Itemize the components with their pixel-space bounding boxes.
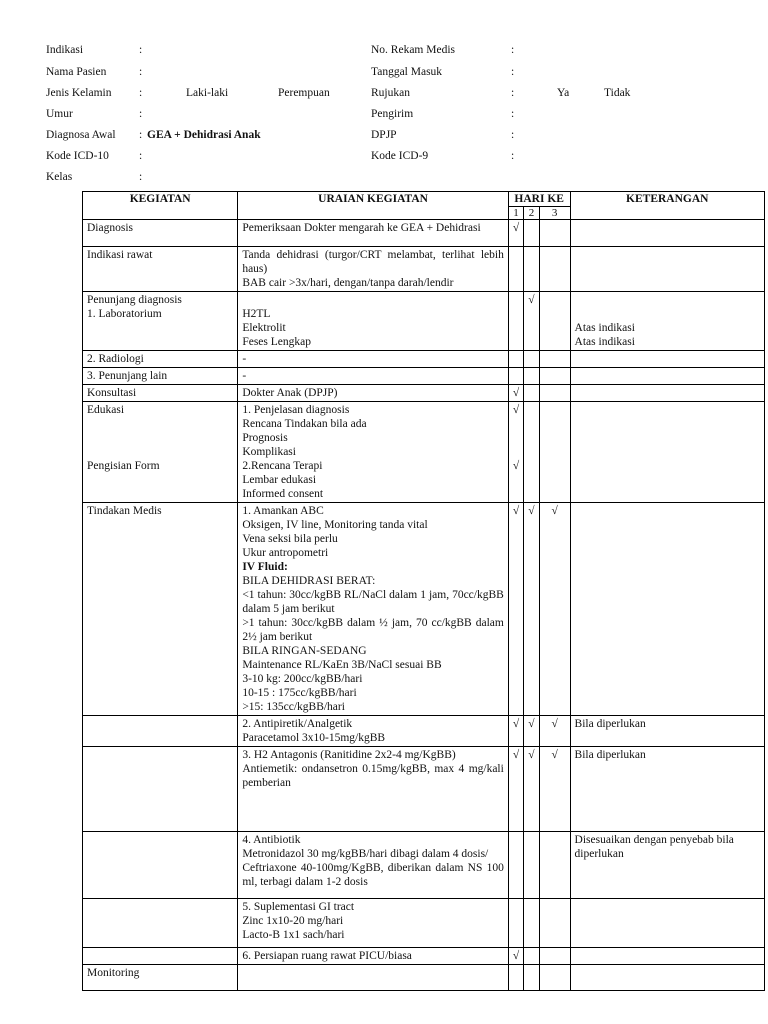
day-3-check-cell[interactable] (539, 503, 570, 716)
kegiatan-cell (83, 402, 238, 503)
kegiatan-line: Indikasi rawat (87, 249, 153, 261)
uraian-line: >15: 135cc/kgBB/hari (242, 701, 345, 713)
kegiatan-line: Konsultasi (87, 387, 137, 399)
keterangan-cell (570, 402, 764, 503)
day-1-check-cell[interactable] (508, 247, 523, 292)
kegiatan-line (87, 949, 233, 963)
day-3-check-cell[interactable] (539, 747, 570, 832)
kegiatan-cell (83, 716, 238, 747)
kegiatan-line (87, 900, 233, 914)
keterangan-cell (570, 351, 764, 368)
uraian-line: Oksigen, IV line, Monitoring tanda vital (242, 519, 428, 531)
kegiatan-line (87, 748, 233, 762)
keterangan-line: Bila diperlukan (574, 718, 646, 730)
colon: : (511, 150, 515, 162)
colon: : (139, 66, 143, 78)
day-2-check-cell[interactable] (524, 965, 539, 991)
table-row (83, 747, 765, 832)
col-header-kegiatan: KEGIATAN (83, 192, 238, 220)
day-check-line: √ (512, 460, 520, 472)
uraian-line: 1. Amankan ABC (242, 505, 324, 517)
keterangan-line (575, 403, 760, 417)
day-header-2: 2 (524, 207, 539, 220)
keterangan-line: Disesuaikan dengan penyebab bila diperlukan (574, 834, 734, 860)
col-header-uraian: URAIAN KEGIATAN (238, 192, 509, 220)
colon: : (139, 171, 143, 183)
colon: : (511, 129, 515, 141)
keterangan-line (575, 293, 760, 307)
keterangan-cell (570, 220, 764, 247)
rujukan-option-tidak[interactable]: Tidak (604, 87, 631, 99)
colon: : (511, 44, 515, 56)
kegiatan-cell (83, 220, 238, 247)
day-2-check-cell[interactable] (524, 747, 539, 832)
keterangan-cell (570, 899, 764, 948)
label-umur: Umur (46, 108, 73, 120)
day-2-check-cell[interactable] (524, 368, 539, 385)
kegiatan-line (87, 431, 233, 445)
keterangan-line (575, 966, 760, 980)
colon: : (511, 66, 515, 78)
day-2-check-cell[interactable] (524, 220, 539, 247)
uraian-line: Metronidazol 30 mg/kgBB/hari dibagi dalam 4 dosis/ (242, 848, 489, 860)
uraian-line: 6. Persiapan ruang rawat PICU/biasa (242, 950, 412, 962)
kegiatan-line (87, 417, 233, 431)
check-mark: √ (512, 505, 520, 517)
uraian-line: Lacto-B 1x1 sach/hari (242, 929, 345, 941)
check-mark: √ (528, 294, 535, 306)
day-3-check-cell[interactable] (539, 832, 570, 899)
table-row (83, 832, 765, 899)
keterangan-cell (570, 292, 764, 351)
label-tanggal-masuk: Tanggal Masuk (371, 66, 443, 78)
uraian-line: Zinc 1x10-20 mg/hari (242, 915, 344, 927)
keterangan-line (575, 352, 760, 366)
day-3-check-cell[interactable] (539, 402, 570, 503)
keterangan-line (575, 504, 760, 518)
label-kode-icd9: Kode ICD-9 (371, 150, 429, 162)
label-indikasi: Indikasi (46, 44, 84, 56)
kegiatan-cell (83, 899, 238, 948)
keterangan-cell (570, 948, 764, 965)
uraian-cell (238, 220, 509, 247)
kegiatan-cell (83, 292, 238, 351)
kegiatan-cell (83, 503, 238, 716)
day-3-check-cell[interactable] (539, 247, 570, 292)
label-jenis-kelamin: Jenis Kelamin (46, 87, 112, 99)
check-mark: √ (512, 950, 520, 962)
uraian-line: Komplikasi (242, 446, 296, 458)
day-3-check-cell[interactable] (539, 899, 570, 948)
day-1-check-cell[interactable] (508, 402, 523, 503)
keterangan-cell (570, 503, 764, 716)
kegiatan-line: Diagnosis (87, 222, 133, 234)
uraian-line: Lembar edukasi (242, 474, 317, 486)
kegiatan-line: Penunjang diagnosis (87, 294, 182, 306)
check-mark: √ (512, 222, 520, 234)
table-row (83, 402, 765, 503)
uraian-line: Tanda dehidrasi (turgor/CRT melambat, terlihat lebih haus) (242, 249, 504, 275)
uraian-line: 1. Penjelasan diagnosis (242, 404, 350, 416)
keterangan-cell (570, 965, 764, 991)
table-row (83, 948, 765, 965)
day-2-check-cell[interactable] (524, 503, 539, 716)
day-1-check-cell[interactable] (508, 899, 523, 948)
uraian-line: Elektrolit (242, 322, 286, 334)
table-row (83, 385, 765, 402)
uraian-line: BILA RINGAN-SEDANG (242, 645, 367, 657)
kegiatan-cell (83, 385, 238, 402)
uraian-line: 5. Suplementasi GI tract (242, 901, 355, 913)
uraian-line: Vena seksi bila perlu (242, 533, 338, 545)
uraian-line: Ukur antropometri (242, 547, 329, 559)
colon: : (139, 150, 143, 162)
uraian-line: - (242, 370, 247, 382)
colon: : (511, 108, 515, 120)
uraian-cell (238, 292, 509, 351)
day-2-check-cell[interactable] (524, 832, 539, 899)
uraian-line: BAB cair >3x/hari, dengan/tanpa darah/lendir (242, 277, 454, 289)
day-3-check-cell[interactable] (539, 368, 570, 385)
day-2-check-cell[interactable] (524, 716, 539, 747)
day-1-check-cell[interactable] (508, 832, 523, 899)
label-kode-icd10: Kode ICD-10 (46, 150, 109, 162)
uraian-cell (238, 747, 509, 832)
uraian-line: - (242, 353, 247, 365)
kegiatan-line (87, 717, 233, 731)
uraian-line: Paracetamol 3x10-15mg/kgBB (242, 732, 386, 744)
keterangan-line (575, 248, 760, 262)
uraian-cell (238, 716, 509, 747)
uraian-cell (238, 503, 509, 716)
label-diagnosa-awal: Diagnosa Awal (46, 129, 116, 141)
kegiatan-cell (83, 247, 238, 292)
uraian-line: 10-15 : 175cc/kgBB/hari (242, 687, 357, 699)
uraian-line (242, 293, 504, 307)
day-3-check-cell[interactable] (539, 965, 570, 991)
label-no-rekam-medis: No. Rekam Medis (371, 44, 456, 56)
check-mark: √ (528, 505, 535, 517)
day-check-line: √ (512, 404, 520, 416)
keterangan-line: Atas indikasi (574, 336, 635, 348)
day-2-check-cell[interactable] (524, 351, 539, 368)
uraian-cell (238, 368, 509, 385)
day-header-1: 1 (508, 207, 523, 220)
kegiatan-line: 3. Penunjang lain (87, 370, 168, 382)
keterangan-cell (570, 247, 764, 292)
keterangan-line (575, 949, 760, 963)
uraian-cell (238, 247, 509, 292)
kegiatan-line: Monitoring (87, 967, 140, 979)
uraian-cell (238, 385, 509, 402)
keterangan-cell (570, 368, 764, 385)
day-3-check-cell[interactable] (539, 292, 570, 351)
uraian-line: 3. H2 Antagonis (Ranitidine 2x2-4 mg/KgBB) (242, 749, 456, 761)
keterangan-line (575, 386, 760, 400)
uraian-cell (238, 351, 509, 368)
header-row (83, 192, 765, 207)
uraian-cell (238, 402, 509, 503)
uraian-line: Rencana Tindakan bila ada (242, 418, 367, 430)
col-header-keterangan: KETERANGAN (570, 192, 764, 220)
kegiatan-line: Edukasi (87, 404, 125, 416)
colon: : (139, 44, 143, 56)
keterangan-line: Atas indikasi (574, 322, 635, 334)
table-row (83, 965, 765, 991)
day-check-line (509, 431, 523, 445)
check-mark: √ (551, 718, 558, 730)
day-2-check-cell[interactable] (524, 948, 539, 965)
kegiatan-line (87, 833, 233, 847)
table-row (83, 247, 765, 292)
uraian-line: >1 tahun: 30cc/kgBB dalam ½ jam, 70 cc/kgBB dalam 2½ jam berikut (242, 617, 504, 643)
check-mark: √ (551, 749, 558, 761)
uraian-line: 2.Rencana Terapi (242, 460, 323, 472)
diagnosa-awal-value: GEA + Dehidrasi Anak (147, 129, 261, 141)
rujukan-option-ya[interactable]: Ya (557, 87, 570, 99)
day-1-check-cell[interactable] (508, 351, 523, 368)
kegiatan-cell (83, 351, 238, 368)
label-nama-pasien: Nama Pasien (46, 66, 107, 78)
day-2-check-cell[interactable] (524, 385, 539, 402)
kegiatan-line: Pengisian Form (87, 460, 160, 472)
check-mark: √ (528, 749, 535, 761)
uraian-line: Prognosis (242, 432, 288, 444)
label-pengirim: Pengirim (371, 108, 414, 120)
uraian-cell (238, 899, 509, 948)
kegiatan-line: 1. Laboratorium (87, 308, 162, 320)
check-mark: √ (528, 718, 535, 730)
keterangan-cell (570, 832, 764, 899)
kegiatan-line (87, 445, 233, 459)
day-3-check-cell[interactable] (539, 948, 570, 965)
uraian-line: <1 tahun: 30cc/kgBB RL/NaCl dalam 1 jam, 70cc/kgBB dalam 5 jam berikut (242, 589, 504, 615)
uraian-line: Feses Lengkap (242, 336, 311, 348)
day-1-check-cell[interactable] (508, 716, 523, 747)
day-1-check-cell[interactable] (508, 948, 523, 965)
col-header-hari-ke: HARI KE (508, 192, 570, 207)
keterangan-line (575, 221, 760, 235)
colon: : (511, 87, 515, 99)
uraian-line: Informed consent (242, 488, 324, 500)
day-check-line (509, 417, 523, 431)
uraian-line: BILA DEHIDRASI BERAT: (242, 575, 376, 587)
kegiatan-cell (83, 965, 238, 991)
day-check-line (509, 445, 523, 459)
day-2-check-cell[interactable] (524, 402, 539, 503)
table-body (83, 220, 765, 991)
keterangan-cell (570, 385, 764, 402)
colon: : (139, 108, 143, 120)
uraian-line: 2. Antipiretik/Analgetik (242, 718, 353, 730)
day-1-check-cell[interactable] (508, 965, 523, 991)
label-kelas: Kelas (46, 171, 73, 183)
label-rujukan: Rujukan (371, 87, 410, 99)
uraian-line: H2TL (242, 308, 271, 320)
table-row (83, 220, 765, 247)
day-2-check-cell[interactable] (524, 247, 539, 292)
uraian-line: Dokter Anak (DPJP) (242, 387, 338, 399)
uraian-cell (238, 948, 509, 965)
check-mark: √ (512, 749, 520, 761)
check-mark: √ (512, 718, 520, 730)
colon: : (139, 87, 143, 99)
kegiatan-cell (83, 948, 238, 965)
uraian-cell (238, 832, 509, 899)
day-1-check-cell[interactable] (508, 503, 523, 716)
day-1-check-cell[interactable] (508, 220, 523, 247)
gender-option-female[interactable]: Perempuan (278, 87, 330, 99)
day-3-check-cell[interactable] (539, 220, 570, 247)
table-row (83, 503, 765, 716)
uraian-line: Ceftriaxone 40-100mg/KgBB, diberikan dalam NS 100 ml, terbagi dalam 1-2 dosis (242, 862, 504, 888)
uraian-line: 3-10 kg: 200cc/kgBB/hari (242, 673, 363, 685)
kegiatan-cell (83, 747, 238, 832)
day-3-check-cell[interactable] (539, 716, 570, 747)
table-row (83, 899, 765, 948)
uraian-line: 4. Antibiotik (242, 834, 301, 846)
table-row (83, 351, 765, 368)
kegiatan-cell (83, 368, 238, 385)
day-2-check-cell[interactable] (524, 899, 539, 948)
label-dpjp: DPJP (371, 129, 397, 141)
keterangan-line (575, 369, 760, 383)
uraian-cell (238, 965, 509, 991)
keterangan-line: Bila diperlukan (574, 749, 646, 761)
clinical-pathway-table (82, 191, 765, 991)
table-row (83, 368, 765, 385)
keterangan-cell (570, 716, 764, 747)
day-1-check-cell[interactable] (508, 747, 523, 832)
uraian-line: Antiemetik: ondansetron 0.15mg/kgBB, max 4 mg/kali pemberian (242, 763, 504, 789)
kegiatan-cell (83, 832, 238, 899)
kegiatan-line: 2. Radiologi (87, 353, 144, 365)
table-row (83, 716, 765, 747)
uraian-line: IV Fluid: (242, 561, 288, 573)
uraian-line (242, 966, 504, 980)
day-2-check-cell[interactable] (524, 292, 539, 351)
kegiatan-line: Tindakan Medis (87, 505, 162, 517)
uraian-line: Pemeriksaan Dokter mengarah ke GEA + Dehidrasi (242, 222, 481, 234)
keterangan-line (575, 900, 760, 914)
uraian-line: Maintenance RL/KaEn 3B/NaCl sesuai BB (242, 659, 442, 671)
gender-option-male[interactable]: Laki-laki (186, 87, 229, 99)
day-3-check-cell[interactable] (539, 385, 570, 402)
day-1-check-cell[interactable] (508, 292, 523, 351)
day-header-3: 3 (539, 207, 570, 220)
check-mark: √ (551, 505, 558, 517)
colon: : (139, 129, 143, 141)
keterangan-line (575, 307, 760, 321)
day-1-check-cell[interactable] (508, 385, 523, 402)
keterangan-cell (570, 747, 764, 832)
check-mark: √ (512, 387, 520, 399)
day-3-check-cell[interactable] (539, 351, 570, 368)
day-1-check-cell[interactable] (508, 368, 523, 385)
table-row (83, 292, 765, 351)
